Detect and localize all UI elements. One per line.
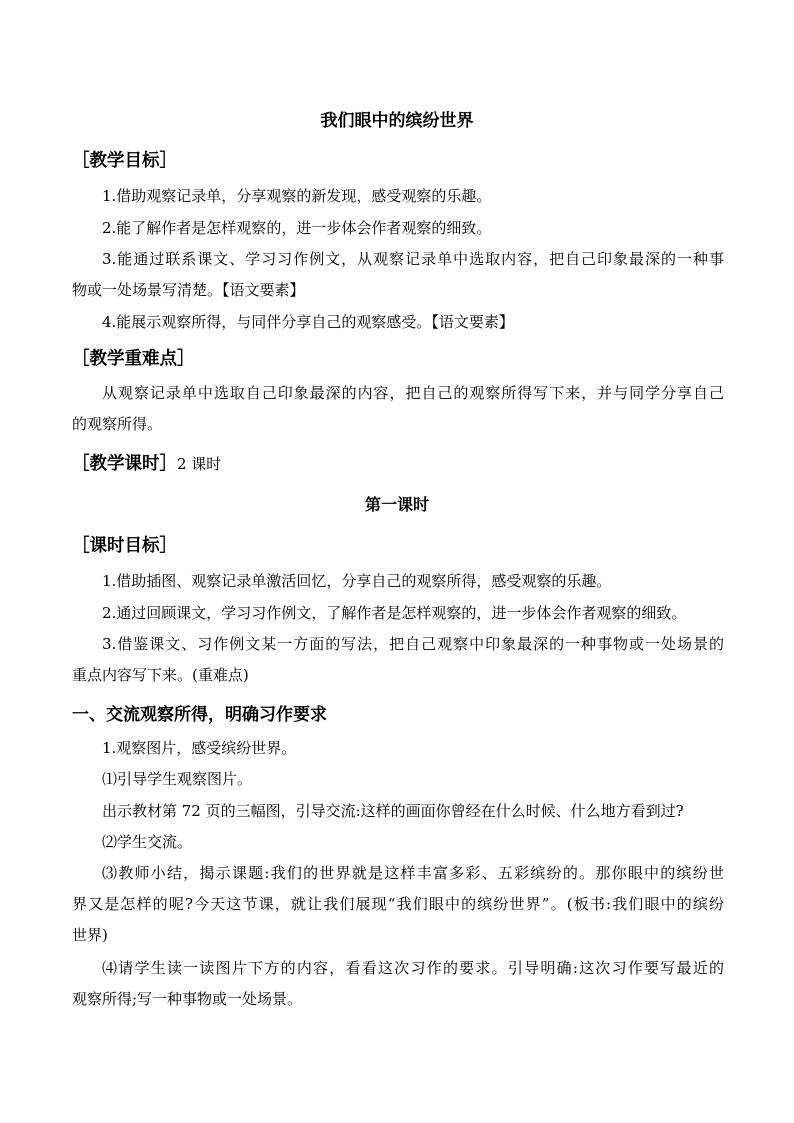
section1-heading: 一、交流观察所得，明确习作要求 — [72, 705, 327, 725]
lesson1-goal-1: 1.借助插图、观察记录单激活回忆，分享自己的观察所得，感受观察的乐趣。 — [102, 572, 612, 590]
goal-item-3-cont: 物或一处场景写清楚。【语文要素】 — [72, 281, 305, 299]
hours-value: 2 课时 — [177, 455, 222, 473]
hours-heading-label: ［教学课时］ — [72, 454, 177, 474]
lesson1-goal-3: 3.借鉴课文、习作例文某一方面的写法，把自己观察中印象最深的一种事物或一处场景的 — [102, 635, 724, 653]
section1-line-6: 界又是怎样的呢?今天这节课，就让我们展现“我们眼中的缤纷世界”。(板书:我们眼中的缤纷 — [72, 895, 724, 913]
section1-line-7: 世界) — [72, 926, 108, 944]
document-title: 我们眼中的缤纷世界 — [320, 111, 474, 131]
section1-line-1: 1.观察图片，感受缤纷世界。 — [102, 739, 297, 757]
goal-item-3: 3.能通过联系课文、学习习作例文，从观察记录单中选取内容，把自己印象最深的一种事 — [102, 250, 724, 268]
key-points-line-2: 的观察所得。 — [72, 415, 163, 433]
key-points-line-1: 从观察记录单中选取自己印象最深的内容，把自己的观察所得写下来，并与同学分享自己 — [102, 384, 724, 402]
lesson1-goals-heading: ［课时目标］ — [72, 536, 177, 556]
goal-item-1: 1.借助观察记录单，分享观察的新发现，感受观察的乐趣。 — [102, 187, 492, 205]
section1-line-2: ⑴引导学生观察图片。 — [102, 770, 253, 788]
section1-line-4: ⑵学生交流。 — [102, 833, 193, 851]
goal-item-2: 2.能了解作者是怎样观察的，进一步体会作者观察的细致。 — [102, 219, 492, 237]
lesson1-goal-2: 2.通过回顾课文，学习习作例文，了解作者是怎样观察的，进一步体会作者观察的细致。 — [102, 604, 687, 622]
key-points-heading: ［教学重难点］ — [72, 349, 195, 369]
section1-line-3: 出示教材第 72 页的三幅图，引导交流:这样的画面你曾经在什么时候、什么地方看到过? — [102, 802, 684, 820]
lesson1-title: 第一课时 — [364, 495, 429, 514]
section1-line-8: ⑷请学生读一读图片下方的内容，看看这次习作的要求。引导明确:这次习作要写最近的 — [102, 959, 724, 977]
goal-item-4: 4.能展示观察所得，与同伴分享自己的观察感受。【语文要素】 — [102, 313, 514, 331]
section1-line-9: 观察所得;写一种事物或一处场景。 — [72, 990, 303, 1008]
section1-line-5: ⑶教师小结，揭示课题:我们的世界就是这样丰富多彩、五彩缤纷的。那你眼中的缤纷世 — [102, 864, 724, 882]
hours-heading — [72, 450, 221, 475]
goals-heading: ［教学目标］ — [72, 151, 177, 171]
lesson1-goal-3-cont: 重点内容写下来。(重难点) — [72, 666, 249, 684]
